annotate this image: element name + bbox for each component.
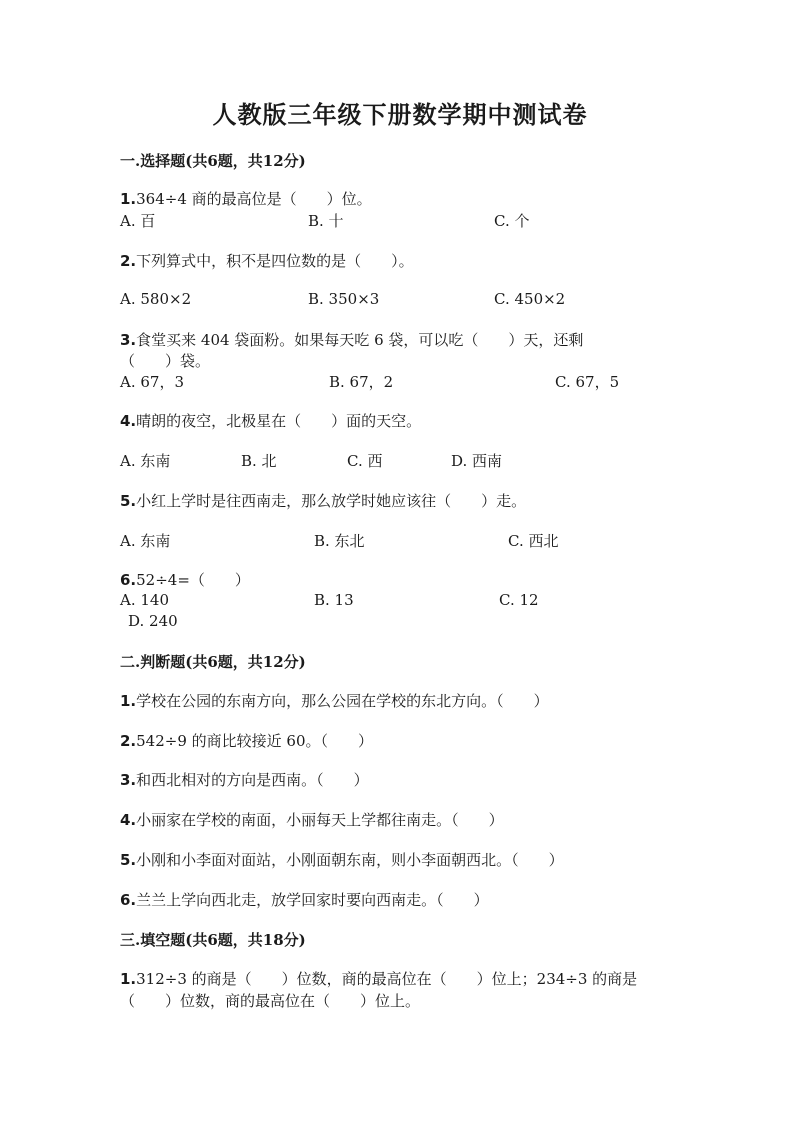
question-1-2 — [120, 250, 414, 271]
question-text: 小红上学时是往西南走，那么放学时她应该往（ ）走。 — [136, 492, 527, 510]
option-a: A. 580×2 — [120, 290, 192, 308]
option-c: C. 450×2 — [494, 290, 566, 308]
question-1-1 — [120, 188, 372, 209]
question-text: 晴朗的夜空，北极星在（ ）面的天空。 — [136, 412, 422, 430]
question-1-3 — [120, 329, 583, 350]
question-text: 312÷3 的商是（ ）位数，商的最高位在（ ）位上；234÷3 的商是 — [136, 970, 638, 988]
question-number: 1. — [120, 692, 137, 710]
question-number: 3. — [120, 771, 137, 789]
question-text: 542÷9 的商比较接近 60。（ ） — [136, 732, 374, 750]
option-d: D. 西南 — [451, 452, 503, 470]
question-number: 6. — [120, 571, 137, 589]
question-number: 4. — [120, 811, 137, 829]
question-text: 兰兰上学向西北走，放学回家时要向西南走。（ ） — [136, 891, 489, 909]
question-number: 2. — [120, 252, 137, 270]
question-number: 5. — [120, 492, 137, 510]
option-c: C. 67，5 — [555, 373, 620, 391]
question-text: 食堂买来 404 袋面粉。如果每天吃 6 袋，可以吃（ ）天，还剩 — [136, 331, 584, 349]
section-heading-fill: 三.填空题(共6题，共18分) — [120, 931, 306, 949]
option-a: A. 140 — [120, 591, 169, 609]
option-c: C. 12 — [499, 591, 539, 609]
option-a: A. 东南 — [120, 532, 171, 550]
section-heading-judge: 二.判断题(共6题，共12分) — [120, 653, 306, 671]
question-number: 5. — [120, 851, 137, 869]
option-d: D. 240 — [128, 612, 178, 630]
question-text: 下列算式中，积不是四位数的是（ ）。 — [136, 252, 414, 270]
question-number: 1. — [120, 970, 137, 988]
question-number: 1. — [120, 190, 137, 208]
question-1-5 — [120, 490, 526, 511]
question-2-4 — [120, 809, 504, 830]
option-c: C. 西北 — [508, 532, 559, 550]
question-3-1-cont: （ ）位数，商的最高位在（ ）位上。 — [120, 992, 421, 1010]
question-1-4 — [120, 410, 421, 431]
option-b: B. 北 — [241, 452, 277, 470]
question-text: 364÷4 商的最高位是（ ）位。 — [136, 190, 372, 208]
question-number: 6. — [120, 891, 137, 909]
question-text: 52÷4=（ ） — [136, 571, 250, 589]
option-c: C. 个 — [494, 212, 530, 230]
question-2-6 — [120, 889, 489, 910]
question-2-5 — [120, 849, 564, 870]
option-b: B. 十 — [308, 212, 344, 230]
question-1-3-cont: （ ）袋。 — [120, 352, 211, 370]
question-2-1 — [120, 690, 549, 711]
option-b: B. 东北 — [314, 532, 365, 550]
question-2-3 — [120, 769, 369, 790]
option-b: B. 67，2 — [329, 373, 394, 391]
question-text: 学校在公园的东南方向，那么公园在学校的东北方向。（ ） — [136, 692, 549, 710]
question-text: 和西北相对的方向是西南。（ ） — [136, 771, 369, 789]
section-heading-choice: 一.选择题(共6题，共12分) — [120, 152, 306, 170]
option-b: B. 13 — [314, 591, 354, 609]
question-number: 2. — [120, 732, 137, 750]
question-1-6 — [120, 569, 250, 590]
page-title: 人教版三年级下册数学期中测试卷 — [212, 100, 588, 129]
option-b: B. 350×3 — [308, 290, 380, 308]
option-a: A. 东南 — [120, 452, 171, 470]
question-text: 小刚和小李面对面站，小刚面朝东南，则小李面朝西北。（ ） — [136, 851, 564, 869]
question-number: 4. — [120, 412, 137, 430]
question-3-1 — [120, 968, 637, 989]
option-a: A. 67，3 — [120, 373, 184, 391]
question-2-2 — [120, 730, 373, 751]
question-text: 小丽家在学校的南面，小丽每天上学都往南走。（ ） — [136, 811, 504, 829]
option-c: C. 西 — [347, 452, 383, 470]
question-number: 3. — [120, 331, 137, 349]
option-a: A. 百 — [120, 212, 156, 230]
